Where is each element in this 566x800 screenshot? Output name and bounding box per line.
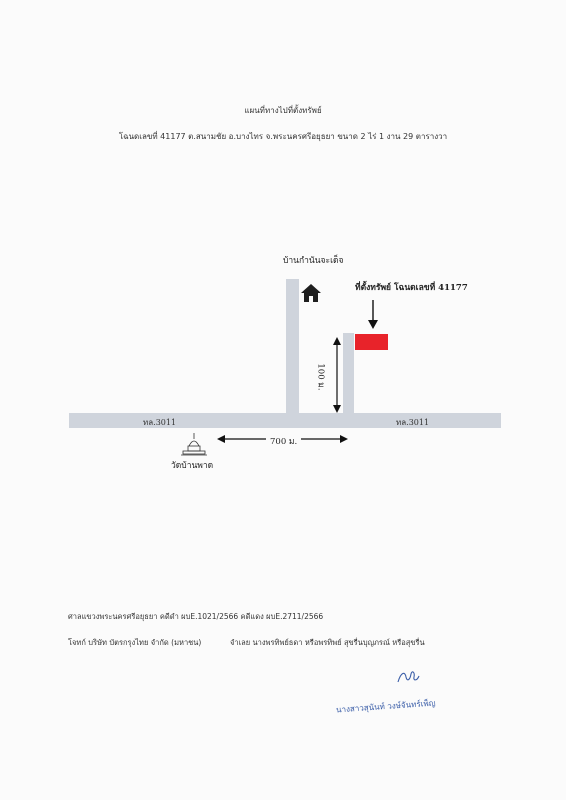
signature-name: นางสาวสุนันท์ วงษ์จันทร์เพ็ญ — [335, 698, 436, 715]
handwritten-signature — [395, 668, 421, 688]
vertical-distance-arrow-icon — [332, 336, 342, 414]
horizontal-distance-arrow-right-icon — [301, 434, 349, 444]
side-road-property — [343, 333, 354, 415]
house-landmark-label: บ้านกำนันจะเด็จ — [283, 256, 344, 266]
property-marker — [355, 334, 388, 350]
property-label: ที่ตั้งทรัพย์ โฉนดเลขที่ 41177 — [355, 283, 468, 293]
house-icon — [300, 283, 322, 303]
horizontal-distance-label: 700 ม. — [270, 437, 298, 447]
main-road — [69, 413, 501, 428]
horizontal-distance-arrow-left-icon — [216, 434, 266, 444]
plaintiff-line: โจทก์ บริษัท บัตรกรุงไทย จำกัด (มหาชน) — [68, 638, 202, 647]
vertical-distance-label: 100 ม. — [315, 363, 326, 391]
down-arrow-icon — [367, 300, 379, 330]
temple-icon — [179, 432, 209, 456]
deed-description: โฉนดเลขที่ 41177 ต.สนามชัย อ.บางไทร จ.พระนครศรีอยุธยา ขนาด 2 ไร่ 1 งาน 29 ตารางวา — [118, 132, 448, 141]
temple-label: วัดบ้านพาด — [171, 461, 214, 471]
road-label-right: ทล.3011 — [396, 418, 430, 427]
court-case-line: ศาลแขวงพระนครศรีอยุธยา คดีดำ ผบE.1021/2566 คดีแดง ผบE.2711/2566 — [68, 612, 324, 621]
road-label-left: ทล.3011 — [143, 418, 177, 427]
page-title: แผนที่ทางไปที่ตั้งทรัพย์ — [244, 106, 322, 115]
side-road-house — [286, 279, 299, 415]
defendant-line: จำเลย นางพรทิพย์ธดา หรือพรทิพย์ สุขรื่นบุญภรณ์ หรือสุขรื่น — [230, 638, 425, 647]
